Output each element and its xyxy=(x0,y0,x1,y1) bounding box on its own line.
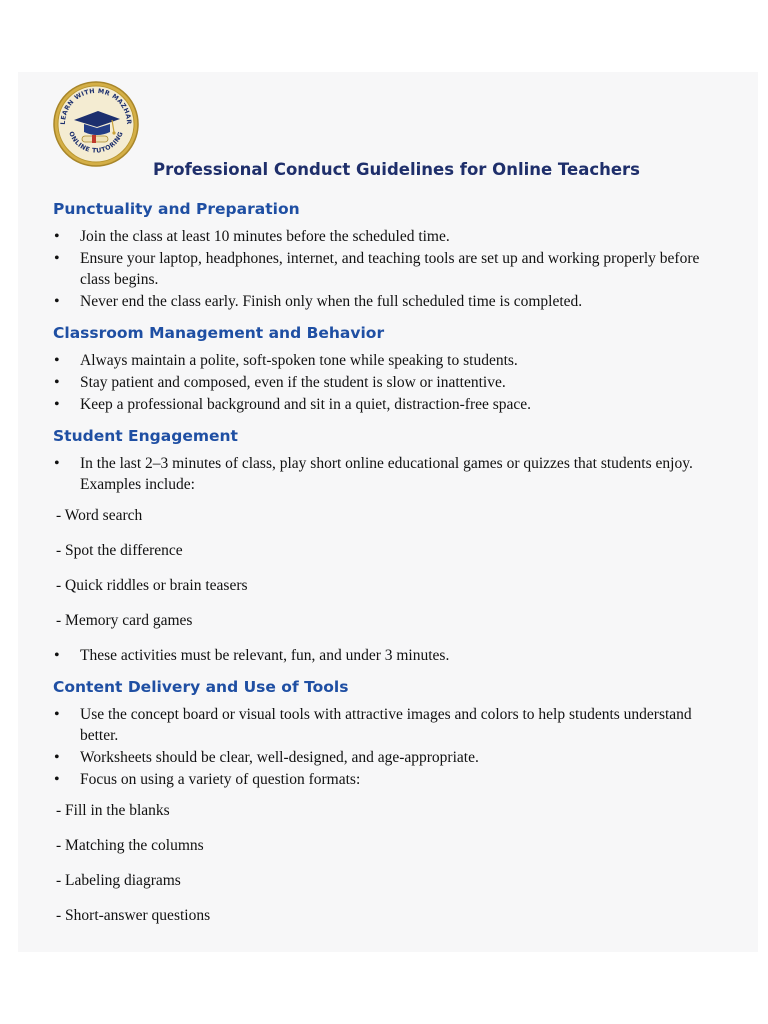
example-item: - Memory card games xyxy=(56,612,193,629)
section-punctuality xyxy=(53,198,733,312)
bullet-item: • Never end the class early. Finish only when the full scheduled time is completed. xyxy=(53,291,733,312)
logo-text-top: LEARN WITH MR MAZHAR xyxy=(59,87,133,125)
bullet-item: • Stay patient and composed, even if the student is slow or inattentive. xyxy=(53,372,733,393)
bullet-item: • Always maintain a polite, soft-spoken tone while speaking to students. xyxy=(53,350,733,371)
bullet-item: • Keep a professional background and sit in a quiet, distraction-free space. xyxy=(53,394,733,415)
section-heading: Classroom Management and Behavior xyxy=(53,324,385,342)
example-item: - Matching the columns xyxy=(56,837,204,854)
section-content-delivery xyxy=(53,676,733,926)
example-item: - Quick riddles or brain teasers xyxy=(56,577,248,594)
bullet-list xyxy=(53,453,733,495)
document-content xyxy=(53,198,733,940)
bullet-item: • Join the class at least 10 minutes before the scheduled time. xyxy=(53,226,733,247)
section-heading: Punctuality and Preparation xyxy=(53,200,300,218)
document-title: Professional Conduct Guidelines for Online Teachers xyxy=(153,160,640,179)
section-classroom-management xyxy=(53,322,733,415)
section-student-engagement xyxy=(53,425,733,666)
bullet-item: • Ensure your laptop, headphones, internet, and teaching tools are set up and working properly before class begins. xyxy=(53,248,733,290)
example-item: - Labeling diagrams xyxy=(56,872,181,889)
bullet-item: • Use the concept board or visual tools with attractive images and colors to help students understand better. xyxy=(53,704,733,746)
bullet-item: • Worksheets should be clear, well-designed, and age-appropriate. xyxy=(53,747,733,768)
example-item: - Short-answer questions xyxy=(56,907,211,924)
examples-list xyxy=(56,505,733,631)
bullet-list xyxy=(53,226,733,312)
bullet-list xyxy=(53,350,733,415)
bullet-list xyxy=(53,645,733,666)
section-heading: Content Delivery and Use of Tools xyxy=(53,678,349,696)
bullet-item: • In the last 2–3 minutes of class, play short online educational games or quizzes that students enjoy. Examples include: xyxy=(53,453,733,495)
diploma-scroll-icon xyxy=(82,135,108,143)
examples-list xyxy=(56,800,733,926)
example-item: - Spot the difference xyxy=(56,542,183,559)
example-item: - Word search xyxy=(56,507,143,524)
bullet-item: • These activities must be relevant, fun, and under 3 minutes. xyxy=(53,645,733,666)
bullet-list xyxy=(53,704,733,790)
example-item: - Fill in the blanks xyxy=(56,802,170,819)
logo-text-bottom: ONLINE TUTORING xyxy=(67,130,125,155)
bullet-item: • Focus on using a variety of question formats: xyxy=(53,769,733,790)
section-heading: Student Engagement xyxy=(53,427,238,445)
learn-with-mr-mazhar-logo xyxy=(52,80,140,168)
